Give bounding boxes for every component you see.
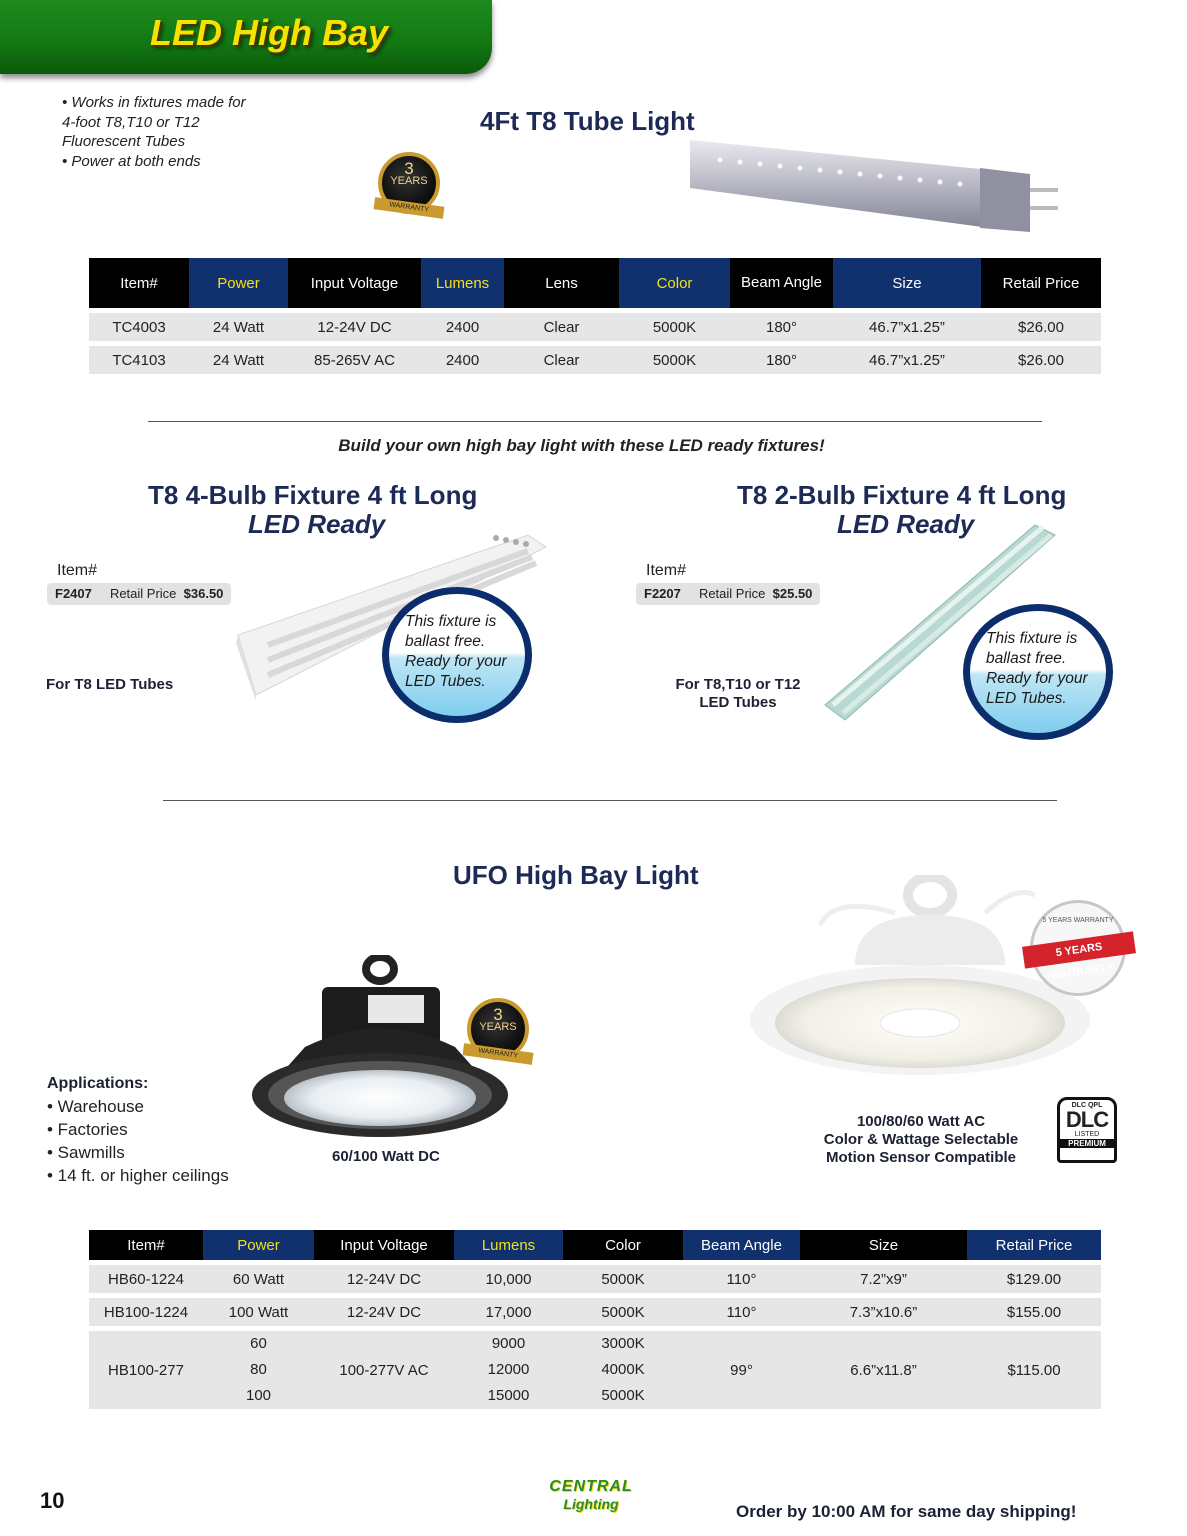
table-row xyxy=(89,346,1101,374)
table-cell: 7.2”x9” xyxy=(800,1265,967,1293)
fixtures-tagline: Build your own high bay light with these LED ready fixtures! xyxy=(338,436,825,455)
right-price-pill xyxy=(636,583,820,605)
logo-top: CENTRAL xyxy=(549,1478,633,1495)
warranty-badge-icon xyxy=(378,152,440,214)
table-cell: $26.00 xyxy=(981,346,1101,374)
table-header-row xyxy=(89,1230,1101,1260)
cell-line: 15000 xyxy=(487,1387,530,1404)
table-cell: 100-277V AC xyxy=(314,1331,454,1409)
right-fixture-title: T8 2-Bulb Fixture 4 ft Long xyxy=(737,480,1067,510)
table-cell: 180° xyxy=(730,346,833,374)
right-ballast-note xyxy=(963,604,1113,740)
five-year-warranty-seal-icon xyxy=(1030,900,1126,996)
caption-line: Color & Wattage Selectable xyxy=(823,1131,1019,1148)
ufo-spec-table xyxy=(89,1225,1101,1414)
table-cell: $26.00 xyxy=(981,313,1101,341)
note-line: Ready for your xyxy=(405,653,507,670)
badge-years: YEARS xyxy=(390,175,428,187)
table-header-row xyxy=(89,258,1101,308)
table-cell: 12-24V DC xyxy=(314,1265,454,1293)
table-cell: 2400 xyxy=(421,313,504,341)
dlc-badge-icon xyxy=(1057,1097,1117,1163)
dlc-listed: LISTED xyxy=(1074,1131,1100,1138)
section-divider xyxy=(148,421,1042,422)
col-header: Color xyxy=(563,1230,683,1260)
table-cell: 10,000 xyxy=(454,1265,563,1293)
col-header: Size xyxy=(800,1230,967,1260)
right-for-text xyxy=(673,676,803,711)
cell-line: 5000K xyxy=(601,1387,645,1404)
dc-caption: 60/100 Watt DC xyxy=(332,1148,440,1165)
list-item: • Warehouse xyxy=(47,1097,144,1116)
table-cell: 7.3”x10.6” xyxy=(800,1298,967,1326)
list-item: • Factories xyxy=(47,1120,128,1139)
cell-line: 12000 xyxy=(487,1361,530,1378)
table-cell: HB100-277 xyxy=(89,1331,203,1409)
cell-line: 100 xyxy=(245,1387,272,1404)
cell-line: 80 xyxy=(250,1361,267,1378)
table-cell: 85-265V AC xyxy=(288,346,421,374)
right-price: $25.50 xyxy=(772,586,813,601)
table-cell xyxy=(454,1331,563,1409)
table-cell: 17,000 xyxy=(454,1298,563,1326)
dlc-premium: PREMIUM xyxy=(1060,1139,1114,1148)
table-cell: HB60-1224 xyxy=(89,1265,203,1293)
table-cell: 100 Watt xyxy=(203,1298,314,1326)
page-number: 10 xyxy=(40,1488,65,1513)
badge-years: YEARS xyxy=(479,1021,517,1033)
badge-number: 3 xyxy=(404,159,414,178)
caption-line: 100/80/60 Watt AC xyxy=(856,1113,986,1130)
for-text-line: For T8,T10 or T12 xyxy=(675,676,801,693)
table-cell: 24 Watt xyxy=(189,313,288,341)
table-row xyxy=(89,1298,1101,1326)
col-header: Input Voltage xyxy=(288,258,421,308)
col-header: Input Voltage xyxy=(314,1230,454,1260)
for-text-line: LED Tubes xyxy=(699,694,777,711)
note-line: LED Tubes. xyxy=(986,690,1067,707)
table-cell: 46.7”x1.25” xyxy=(833,313,981,341)
left-price-label: Retail Price xyxy=(109,586,177,601)
table-cell xyxy=(563,1331,683,1409)
col-header: Lens xyxy=(504,258,619,308)
table-cell: 5000K xyxy=(563,1298,683,1326)
col-header: Item# xyxy=(89,258,189,308)
table-cell: 6.6”x11.8” xyxy=(800,1331,967,1409)
table-cell: $129.00 xyxy=(967,1265,1101,1293)
table-cell: 46.7”x1.25” xyxy=(833,346,981,374)
tube-title: 4Ft T8 Tube Light xyxy=(480,106,695,136)
dlc-mark: DLC xyxy=(1065,1107,1109,1132)
left-ballast-note xyxy=(382,587,532,723)
table-cell: $155.00 xyxy=(967,1298,1101,1326)
table-row xyxy=(89,313,1101,341)
cell-line: 9000 xyxy=(491,1335,526,1352)
ac-caption xyxy=(795,1113,1047,1167)
table-cell: $115.00 xyxy=(967,1331,1101,1409)
dlc-top: DLC QPL xyxy=(1071,1102,1103,1109)
table-cell: 2400 xyxy=(421,346,504,374)
table-cell: 110° xyxy=(683,1298,800,1326)
right-item-number: F2207 xyxy=(644,586,681,601)
applications-list xyxy=(47,1095,229,1187)
table-cell: 99° xyxy=(683,1331,800,1409)
left-price: $36.50 xyxy=(183,586,224,601)
led-tube-image xyxy=(690,130,1080,250)
table-cell: 24 Watt xyxy=(189,346,288,374)
note-line: ballast free. xyxy=(405,633,486,650)
left-price-pill xyxy=(47,583,231,605)
shipping-note: Order by 10:00 AM for same day shipping! xyxy=(736,1502,1077,1521)
col-header: Size xyxy=(833,258,981,308)
logo-bottom: Lighting xyxy=(563,1496,619,1512)
table-cell: HB100-1224 xyxy=(89,1298,203,1326)
left-item-number: F2407 xyxy=(55,586,92,601)
left-item-label: Item# xyxy=(57,562,98,579)
page-title: LED High Bay xyxy=(150,12,389,53)
list-item: • 14 ft. or higher ceilings xyxy=(47,1166,229,1185)
table-cell: 5000K xyxy=(619,346,730,374)
table-cell: 12-24V DC xyxy=(288,313,421,341)
section-divider xyxy=(163,800,1057,801)
badge-number: 3 xyxy=(493,1005,503,1024)
applications-title: Applications: xyxy=(47,1075,149,1092)
col-header: Color xyxy=(619,258,730,308)
note-line: ballast free. xyxy=(986,650,1067,667)
left-fixture-title: T8 4-Bulb Fixture 4 ft Long xyxy=(148,480,478,510)
table-cell: 60 Watt xyxy=(203,1265,314,1293)
ufo-title: UFO High Bay Light xyxy=(453,860,699,890)
table-cell: TC4003 xyxy=(89,313,189,341)
right-item-label: Item# xyxy=(646,562,687,579)
cell-line: 4000K xyxy=(601,1361,645,1378)
table-cell: 12-24V DC xyxy=(314,1298,454,1326)
bullet-line: • Power at both ends xyxy=(62,152,201,170)
badge-ribbon: WARRANTY xyxy=(463,1043,534,1065)
right-fixture-subtitle: LED Ready xyxy=(837,509,975,539)
bullet-line: Fluorescent Tubes xyxy=(62,133,186,150)
table-cell xyxy=(203,1331,314,1409)
left-for-text: For T8 LED Tubes xyxy=(46,676,174,693)
table-row xyxy=(89,1331,1101,1409)
col-header: Beam Angle xyxy=(683,1230,800,1260)
col-header: Item# xyxy=(89,1230,203,1260)
badge-ribbon: WARRANTY xyxy=(374,197,445,219)
note-line: Ready for your xyxy=(986,670,1088,687)
tube-bullets xyxy=(62,93,246,171)
col-header: Lumens xyxy=(421,258,504,308)
col-header: Retail Price xyxy=(981,258,1101,308)
bullet-line: • Works in fixtures made for xyxy=(62,94,246,111)
table-cell: 5000K xyxy=(619,313,730,341)
note-line: This fixture is xyxy=(986,630,1078,647)
left-fixture-subtitle: LED Ready xyxy=(248,509,386,539)
col-header: Lumens xyxy=(454,1230,563,1260)
tube-spec-table xyxy=(89,253,1101,379)
col-header: Beam Angle xyxy=(730,258,833,308)
cell-line: 60 xyxy=(250,1335,267,1352)
caption-line: Motion Sensor Compatible xyxy=(825,1149,1016,1166)
note-line: This fixture is xyxy=(405,613,497,630)
table-cell: 5000K xyxy=(563,1265,683,1293)
warranty-ribbon: 5 YEARS WARRANTY xyxy=(1022,931,1136,968)
table-cell: TC4103 xyxy=(89,346,189,374)
table-cell: Clear xyxy=(504,313,619,341)
table-cell: Clear xyxy=(504,346,619,374)
warranty-ring-text: 5 YEARS WARRANTY xyxy=(1042,917,1114,924)
table-cell: 110° xyxy=(683,1265,800,1293)
list-item: • Sawmills xyxy=(47,1143,125,1162)
cell-line: 3000K xyxy=(601,1335,645,1352)
warranty-badge-icon xyxy=(467,998,529,1060)
col-header: Power xyxy=(189,258,288,308)
right-price-label: Retail Price xyxy=(698,586,766,601)
table-cell: 180° xyxy=(730,313,833,341)
col-header: Retail Price xyxy=(967,1230,1101,1260)
note-line: LED Tubes. xyxy=(405,673,486,690)
col-header: Power xyxy=(203,1230,314,1260)
table-row xyxy=(89,1265,1101,1293)
central-lighting-logo xyxy=(532,1478,650,1526)
bullet-line: 4-foot T8,T10 or T12 xyxy=(62,113,200,131)
